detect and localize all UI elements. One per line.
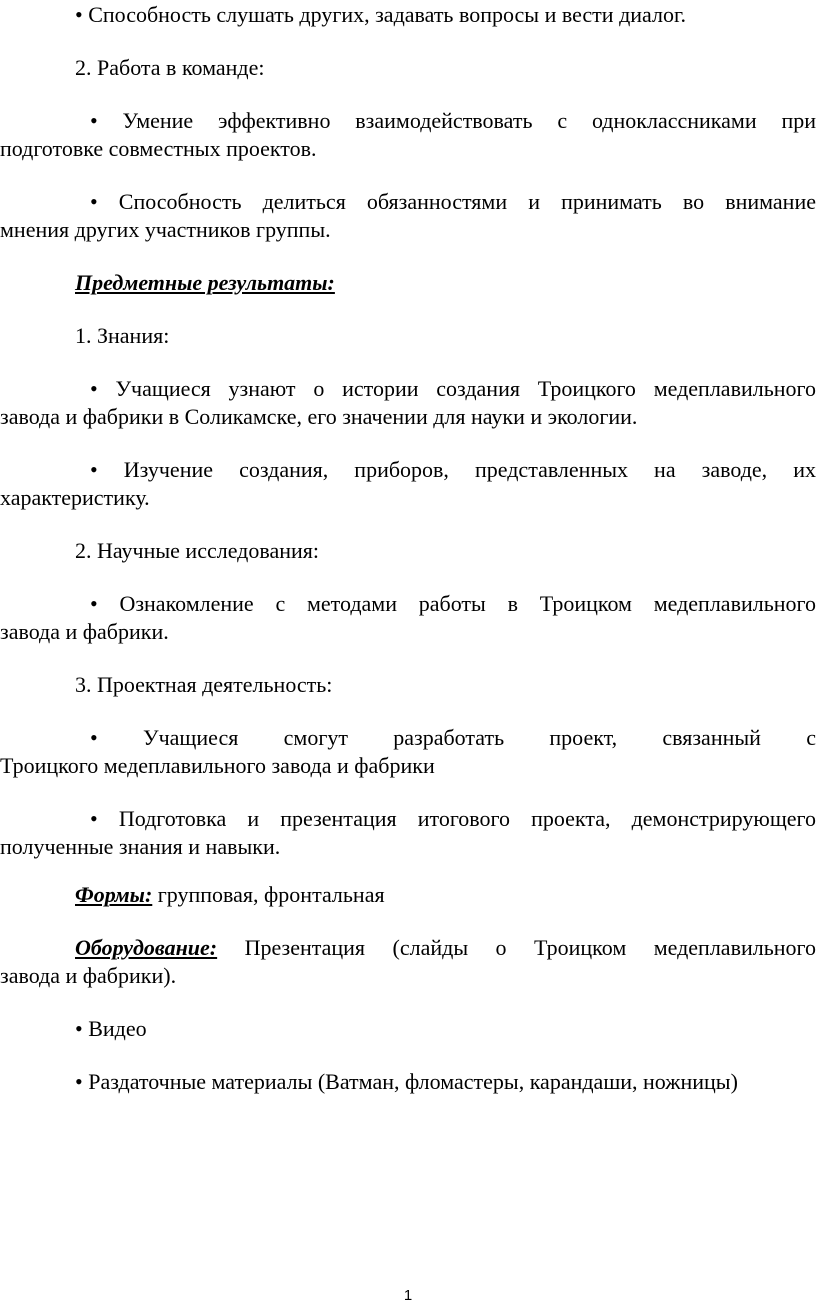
paragraph-methods-line2: завода и фабрики. (0, 619, 169, 644)
paragraph-project-line1: • Учащиеся смогут разработать проект, связанный с (90, 725, 816, 750)
paragraph-history-line1: • Учащиеся узнают о истории создания Троицкого медеплавильного (90, 376, 816, 401)
paragraph-presentation-line1: • Подготовка и презентация итогового проекта, демонстрирующего (90, 806, 816, 831)
paragraph-equipment-line2: завода и фабрики). (0, 963, 177, 988)
paragraph-duties-line1: • Способность делиться обязанностями и принимать во внимание (90, 189, 816, 214)
paragraph-forms (0, 880, 816, 910)
paragraph-knowledge-title: 1. Знания: (75, 323, 170, 348)
paragraph-research-title: 2. Научные исследования: (75, 538, 320, 563)
page-number: 1 (403, 1287, 413, 1304)
paragraph-equipment-line1 (0, 933, 816, 963)
paragraph-interaction-line1: • Умение эффективно взаимодействовать с одноклассниками при (90, 108, 816, 133)
subject-results-heading-text: Предметные результаты: (75, 270, 335, 295)
equipment-label: Оборудование: (75, 935, 218, 960)
equipment-text-line1: Презентация (слайды о Троицком медеплавильного (217, 935, 816, 960)
paragraph-duties-line2: мнения других участников группы. (0, 217, 331, 242)
forms-label: Формы: (75, 882, 153, 907)
paragraph-presentation-line2: полученные знания и навыки. (0, 834, 281, 859)
paragraph-interaction-line2: подготовке совместных проектов. (0, 136, 317, 161)
paragraph-project-title: 3. Проектная деятельность: (75, 672, 333, 697)
forms-text: групповая, фронтальная (152, 882, 385, 907)
paragraph-handouts: • Раздаточные материалы (Ватман, фломастеры, карандаши, ножницы) (75, 1069, 738, 1094)
paragraph-video: • Видео (75, 1016, 147, 1041)
paragraph-devices-line2: характеристику. (0, 485, 150, 510)
paragraph-teamwork-title: 2. Работа в команде: (75, 55, 265, 80)
paragraph-dialog-skill: • Способность слушать других, задавать вопросы и вести диалог. (75, 2, 687, 27)
paragraph-project-line2: Троицкого медеплавильного завода и фабрики (0, 753, 435, 778)
paragraph-devices-line1: • Изучение создания, приборов, представленных на заводе, их (90, 457, 816, 482)
paragraph-methods-line1: • Ознакомление с методами работы в Троицком медеплавильного (90, 591, 816, 616)
paragraph-history-line2: завода и фабрики в Соликамске, его значении для науки и экологии. (0, 404, 638, 429)
subject-results-heading (0, 268, 816, 298)
